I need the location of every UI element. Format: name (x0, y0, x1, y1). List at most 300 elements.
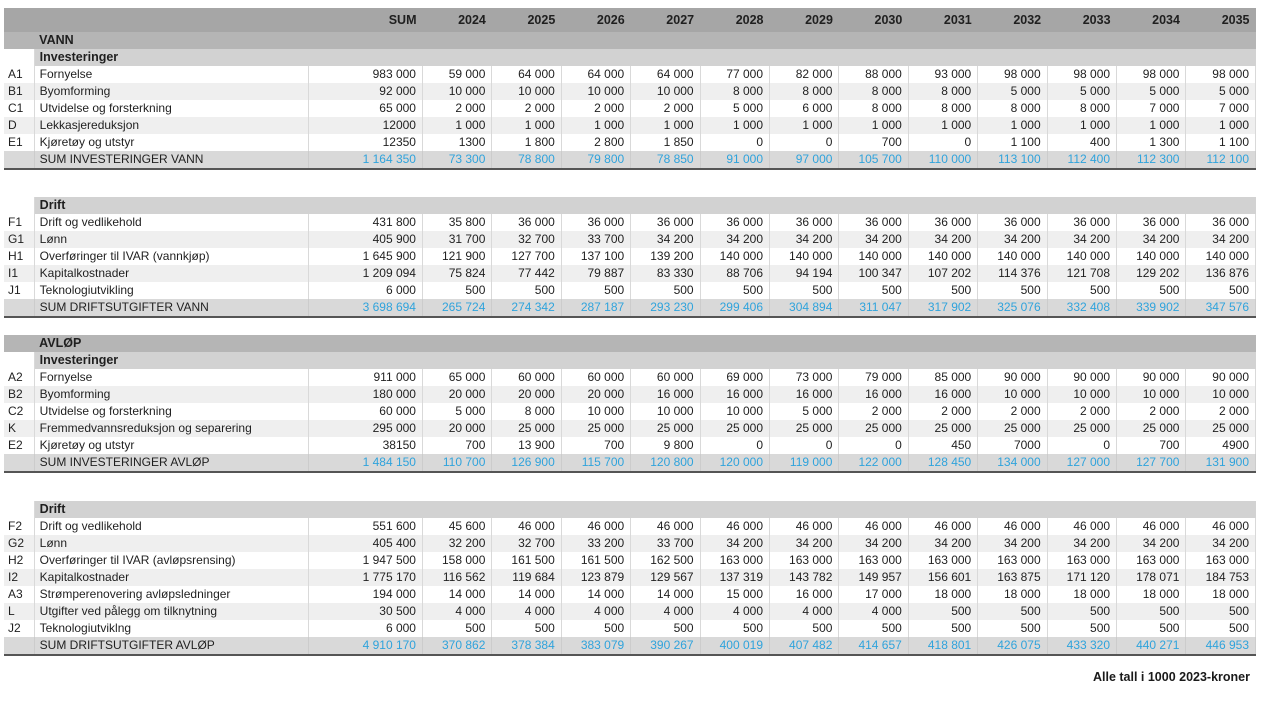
row-code: D (4, 117, 34, 134)
row-code: C2 (4, 403, 34, 420)
empty-cell (561, 335, 630, 352)
value-cell: 90 000 (1047, 369, 1116, 386)
empty-cell (309, 352, 423, 369)
value-cell: 25 000 (631, 420, 700, 437)
sum-value-cell: 110 700 (422, 454, 491, 472)
table-row (4, 386, 1256, 403)
value-cell: 4 000 (422, 603, 491, 620)
value-cell: 46 000 (1186, 518, 1256, 535)
value-cell: 143 782 (770, 569, 839, 586)
sum-value-cell: 3 698 694 (309, 299, 423, 317)
value-cell: 98 000 (1186, 66, 1256, 83)
value-cell: 4 000 (561, 603, 630, 620)
row-label: Strømperenovering avløpsledninger (34, 586, 309, 603)
value-cell: 60 000 (631, 369, 700, 386)
value-cell: 500 (492, 620, 561, 637)
value-cell: 34 200 (908, 231, 977, 248)
value-cell: 33 700 (631, 535, 700, 552)
value-cell: 10 000 (1186, 386, 1256, 403)
value-cell: 500 (631, 282, 700, 299)
value-cell: 25 000 (1186, 420, 1256, 437)
sum-value-cell: 78 800 (492, 151, 561, 169)
value-cell: 88 706 (700, 265, 769, 282)
value-cell: 1 000 (770, 117, 839, 134)
value-cell: 75 824 (422, 265, 491, 282)
sum-value-cell: 112 400 (1047, 151, 1116, 169)
empty-cell (631, 32, 700, 49)
empty-cell (492, 49, 561, 66)
value-cell: 114 376 (978, 265, 1047, 282)
value-cell: 65 000 (422, 369, 491, 386)
sum-value-cell: 383 079 (561, 637, 630, 655)
value-cell: 94 194 (770, 265, 839, 282)
sum-value-cell: 299 406 (700, 299, 769, 317)
row-code: H2 (4, 552, 34, 569)
value-cell: 1300 (422, 134, 491, 151)
sum-value-cell: 73 300 (422, 151, 491, 169)
sum-value-cell: 414 657 (839, 637, 908, 655)
value-cell: 8 000 (908, 83, 977, 100)
block-subtitle-row (4, 352, 1256, 369)
value-cell: 180 000 (309, 386, 423, 403)
sum-value-cell: 112 300 (1117, 151, 1186, 169)
value-cell: 64 000 (492, 66, 561, 83)
empty-cell (978, 335, 1047, 352)
table-row (4, 369, 1256, 386)
value-cell: 25 000 (978, 420, 1047, 437)
block-subtitle: Investeringer (34, 352, 309, 369)
empty-cell (770, 197, 839, 214)
value-cell: 34 200 (700, 231, 769, 248)
sum-value-cell: 79 800 (561, 151, 630, 169)
value-cell: 10 000 (1047, 386, 1116, 403)
value-cell: 107 202 (908, 265, 977, 282)
block-subtitle: Drift (34, 501, 309, 518)
sum-value-cell: 287 187 (561, 299, 630, 317)
row-code: A1 (4, 66, 34, 83)
section-title: AVLØP (34, 335, 309, 352)
table-row (4, 620, 1256, 637)
value-cell: 500 (908, 620, 977, 637)
row-code: G1 (4, 231, 34, 248)
row-code: C1 (4, 100, 34, 117)
value-cell: 34 200 (978, 535, 1047, 552)
value-cell: 163 000 (700, 552, 769, 569)
block-subtitle-row (4, 501, 1256, 518)
value-cell: 162 500 (631, 552, 700, 569)
value-cell: 10 000 (561, 83, 630, 100)
value-cell: 64 000 (631, 66, 700, 83)
value-cell: 194 000 (309, 586, 423, 603)
row-code: A3 (4, 586, 34, 603)
value-cell: 25 000 (1117, 420, 1186, 437)
value-cell: 34 200 (1117, 231, 1186, 248)
sum-value-cell: 293 230 (631, 299, 700, 317)
value-cell: 12000 (309, 117, 423, 134)
value-cell: 46 000 (770, 518, 839, 535)
value-cell: 700 (839, 134, 908, 151)
empty-cell (631, 197, 700, 214)
value-cell: 450 (908, 437, 977, 454)
value-cell: 17 000 (839, 586, 908, 603)
table-row (4, 518, 1256, 535)
value-cell: 2 000 (1117, 403, 1186, 420)
value-cell: 140 000 (1186, 248, 1256, 265)
year-column-header: 2024 (422, 8, 491, 32)
value-cell: 1 100 (978, 134, 1047, 151)
row-label: Fornyelse (34, 369, 309, 386)
value-cell: 911 000 (309, 369, 423, 386)
spacer-cell (4, 472, 1256, 501)
value-cell: 5 000 (1186, 83, 1256, 100)
value-cell: 8 000 (492, 403, 561, 420)
empty-cell (309, 501, 423, 518)
value-cell: 10 000 (631, 83, 700, 100)
value-cell: 140 000 (839, 248, 908, 265)
sum-value-cell: 400 019 (700, 637, 769, 655)
value-cell: 119 684 (492, 569, 561, 586)
spacer-row (4, 169, 1256, 197)
empty-cell (839, 32, 908, 49)
value-cell: 500 (561, 620, 630, 637)
empty-cell (1186, 32, 1256, 49)
empty-cell (1047, 49, 1116, 66)
row-code: E1 (4, 134, 34, 151)
value-cell: 5 000 (770, 403, 839, 420)
value-cell: 93 000 (908, 66, 977, 83)
value-cell: 129 202 (1117, 265, 1186, 282)
value-cell: 140 000 (1047, 248, 1116, 265)
value-cell: 25 000 (1047, 420, 1116, 437)
value-cell: 1 000 (561, 117, 630, 134)
value-cell: 500 (1186, 603, 1256, 620)
table-row (4, 586, 1256, 603)
block-subtitle-row (4, 49, 1256, 66)
value-cell: 1 000 (492, 117, 561, 134)
value-cell: 90 000 (1186, 369, 1256, 386)
value-cell: 20 000 (561, 386, 630, 403)
value-cell: 6 000 (770, 100, 839, 117)
value-cell: 20 000 (422, 420, 491, 437)
value-cell: 1 000 (1186, 117, 1256, 134)
sum-value-cell: 433 320 (1047, 637, 1116, 655)
value-cell: 14 000 (631, 586, 700, 603)
value-cell: 1 000 (1117, 117, 1186, 134)
row-label: Teknologiutviklng (34, 620, 309, 637)
value-cell: 405 400 (309, 535, 423, 552)
empty-cell (631, 335, 700, 352)
block-subtitle-code-cell (4, 197, 34, 214)
sum-row-code-cell (4, 299, 34, 317)
value-cell: 127 700 (492, 248, 561, 265)
value-cell: 700 (1117, 437, 1186, 454)
sum-value-cell: 317 902 (908, 299, 977, 317)
sum-column-header: SUM (309, 8, 423, 32)
empty-cell (978, 49, 1047, 66)
value-cell: 60 000 (309, 403, 423, 420)
spacer-cell (4, 169, 1256, 197)
value-cell: 73 000 (770, 369, 839, 386)
value-cell: 1 100 (1186, 134, 1256, 151)
empty-cell (309, 32, 423, 49)
empty-cell (561, 49, 630, 66)
value-cell: 500 (839, 282, 908, 299)
row-label: Byomforming (34, 386, 309, 403)
value-cell: 46 000 (908, 518, 977, 535)
value-cell: 82 000 (770, 66, 839, 83)
empty-cell (631, 501, 700, 518)
empty-cell (422, 32, 491, 49)
value-cell: 158 000 (422, 552, 491, 569)
value-cell: 7000 (978, 437, 1047, 454)
sum-value-cell: 110 000 (908, 151, 977, 169)
table-row (4, 134, 1256, 151)
block-subtitle-row (4, 197, 1256, 214)
value-cell: 34 200 (700, 535, 769, 552)
value-cell: 500 (561, 282, 630, 299)
value-cell: 10 000 (561, 403, 630, 420)
value-cell: 13 900 (492, 437, 561, 454)
value-cell: 0 (700, 134, 769, 151)
value-cell: 4 000 (770, 603, 839, 620)
row-label: Kapitalkostnader (34, 569, 309, 586)
sum-row (4, 299, 1256, 317)
value-cell: 500 (1047, 282, 1116, 299)
empty-cell (978, 197, 1047, 214)
value-cell: 0 (839, 437, 908, 454)
value-cell: 14 000 (422, 586, 491, 603)
value-cell: 171 120 (1047, 569, 1116, 586)
year-column-header: 2035 (1186, 8, 1256, 32)
row-code: G2 (4, 535, 34, 552)
table-row (4, 552, 1256, 569)
value-cell: 1 000 (422, 117, 491, 134)
value-cell: 4900 (1186, 437, 1256, 454)
value-cell: 16 000 (700, 386, 769, 403)
value-cell: 0 (770, 437, 839, 454)
year-column-header: 2030 (839, 8, 908, 32)
empty-cell (561, 352, 630, 369)
value-cell: 46 000 (492, 518, 561, 535)
sum-value-cell: 127 700 (1117, 454, 1186, 472)
value-cell: 4 000 (492, 603, 561, 620)
value-cell: 16 000 (770, 586, 839, 603)
value-cell: 100 347 (839, 265, 908, 282)
value-cell: 36 000 (1117, 214, 1186, 231)
row-code: B2 (4, 386, 34, 403)
empty-cell (770, 352, 839, 369)
value-cell: 18 000 (1117, 586, 1186, 603)
value-cell: 8 000 (1047, 100, 1116, 117)
row-code: A2 (4, 369, 34, 386)
row-code: L (4, 603, 34, 620)
empty-cell (1117, 352, 1186, 369)
spacer-cell (4, 317, 1256, 335)
empty-cell (422, 335, 491, 352)
value-cell: 8 000 (770, 83, 839, 100)
row-code: H1 (4, 248, 34, 265)
value-cell: 140 000 (1117, 248, 1186, 265)
empty-cell (700, 501, 769, 518)
value-cell: 7 000 (1117, 100, 1186, 117)
value-cell: 34 200 (908, 535, 977, 552)
value-cell: 163 875 (978, 569, 1047, 586)
value-cell: 30 500 (309, 603, 423, 620)
value-cell: 9 800 (631, 437, 700, 454)
value-cell: 16 000 (770, 386, 839, 403)
value-cell: 45 600 (422, 518, 491, 535)
value-cell: 1 209 094 (309, 265, 423, 282)
value-cell: 116 562 (422, 569, 491, 586)
row-label: Kjøretøy og utstyr (34, 134, 309, 151)
value-cell: 163 000 (908, 552, 977, 569)
value-cell: 140 000 (908, 248, 977, 265)
value-cell: 90 000 (978, 369, 1047, 386)
value-cell: 137 319 (700, 569, 769, 586)
empty-cell (1047, 335, 1116, 352)
value-cell: 1 800 (492, 134, 561, 151)
value-cell: 33 200 (561, 535, 630, 552)
sum-value-cell: 122 000 (839, 454, 908, 472)
budget-table (4, 8, 1256, 656)
value-cell: 79 887 (561, 265, 630, 282)
sum-row-code-cell (4, 151, 34, 169)
empty-cell (492, 197, 561, 214)
value-cell: 25 000 (561, 420, 630, 437)
value-cell: 46 000 (839, 518, 908, 535)
empty-cell (978, 501, 1047, 518)
empty-cell (422, 501, 491, 518)
value-cell: 1 000 (908, 117, 977, 134)
value-cell: 500 (422, 282, 491, 299)
sum-value-cell: 332 408 (1047, 299, 1116, 317)
empty-cell (422, 49, 491, 66)
value-cell: 500 (978, 603, 1047, 620)
empty-cell (1186, 49, 1256, 66)
value-cell: 36 000 (978, 214, 1047, 231)
sum-row (4, 151, 1256, 169)
year-column-header: 2033 (1047, 8, 1116, 32)
empty-cell (1186, 197, 1256, 214)
year-column-header: 2034 (1117, 8, 1186, 32)
value-cell: 20 000 (422, 386, 491, 403)
empty-cell (309, 49, 423, 66)
value-cell: 4 000 (631, 603, 700, 620)
block-subtitle-code-cell (4, 49, 34, 66)
sum-value-cell: 4 910 170 (309, 637, 423, 655)
value-cell: 34 200 (1186, 535, 1256, 552)
value-cell: 1 850 (631, 134, 700, 151)
value-cell: 98 000 (978, 66, 1047, 83)
value-cell: 32 200 (422, 535, 491, 552)
empty-cell (631, 49, 700, 66)
table-row (4, 403, 1256, 420)
empty-cell (700, 352, 769, 369)
value-cell: 129 567 (631, 569, 700, 586)
empty-cell (631, 352, 700, 369)
value-cell: 161 500 (561, 552, 630, 569)
row-label: Kjøretøy og utstyr (34, 437, 309, 454)
row-code: F2 (4, 518, 34, 535)
sum-value-cell: 325 076 (978, 299, 1047, 317)
value-cell: 1 775 170 (309, 569, 423, 586)
value-cell: 163 000 (1117, 552, 1186, 569)
value-cell: 36 000 (908, 214, 977, 231)
empty-cell (309, 335, 423, 352)
value-cell: 65 000 (309, 100, 423, 117)
value-cell: 15 000 (700, 586, 769, 603)
value-cell: 163 000 (1186, 552, 1256, 569)
table-row (4, 569, 1256, 586)
empty-cell (1186, 352, 1256, 369)
value-cell: 59 000 (422, 66, 491, 83)
sum-value-cell: 347 576 (1186, 299, 1256, 317)
block-subtitle-code-cell (4, 501, 34, 518)
table-row (4, 535, 1256, 552)
sum-value-cell: 97 000 (770, 151, 839, 169)
empty-cell (309, 197, 423, 214)
sum-value-cell: 1 164 350 (309, 151, 423, 169)
empty-cell (839, 335, 908, 352)
empty-cell (492, 32, 561, 49)
sum-row-label: SUM INVESTERINGER AVLØP (34, 454, 309, 472)
empty-cell (839, 501, 908, 518)
value-cell: 500 (1117, 282, 1186, 299)
spacer-row (4, 317, 1256, 335)
sum-value-cell: 105 700 (839, 151, 908, 169)
block-subtitle: Investeringer (34, 49, 309, 66)
empty-cell (908, 32, 977, 49)
row-code: B1 (4, 83, 34, 100)
value-cell: 2 000 (422, 100, 491, 117)
value-cell: 69 000 (700, 369, 769, 386)
budget-table-body (4, 8, 1256, 655)
sum-value-cell: 418 801 (908, 637, 977, 655)
value-cell: 32 700 (492, 231, 561, 248)
value-cell: 5 000 (422, 403, 491, 420)
empty-cell (561, 501, 630, 518)
value-cell: 16 000 (839, 386, 908, 403)
value-cell: 25 000 (492, 420, 561, 437)
value-cell: 7 000 (1186, 100, 1256, 117)
value-cell: 184 753 (1186, 569, 1256, 586)
row-label: Overføringer til IVAR (vannkjøp) (34, 248, 309, 265)
empty-cell (1117, 49, 1186, 66)
value-cell: 25 000 (908, 420, 977, 437)
value-cell: 500 (492, 282, 561, 299)
value-cell: 18 000 (908, 586, 977, 603)
value-cell: 33 700 (561, 231, 630, 248)
table-row (4, 214, 1256, 231)
value-cell: 400 (1047, 134, 1116, 151)
empty-cell (770, 49, 839, 66)
empty-cell (770, 32, 839, 49)
sum-value-cell: 119 000 (770, 454, 839, 472)
empty-cell (908, 49, 977, 66)
value-cell: 500 (422, 620, 491, 637)
empty-cell (1047, 197, 1116, 214)
value-cell: 500 (908, 282, 977, 299)
row-code: I2 (4, 569, 34, 586)
value-cell: 16 000 (631, 386, 700, 403)
empty-cell (839, 352, 908, 369)
value-cell: 0 (1047, 437, 1116, 454)
value-cell: 983 000 (309, 66, 423, 83)
table-row (4, 66, 1256, 83)
value-cell: 14 000 (561, 586, 630, 603)
value-cell: 36 000 (700, 214, 769, 231)
empty-cell (1047, 32, 1116, 49)
